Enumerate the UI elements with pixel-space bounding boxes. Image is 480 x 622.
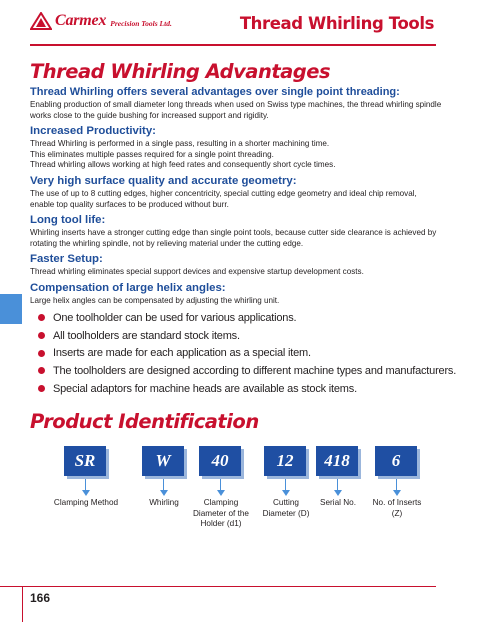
side-index-tab <box>0 294 22 324</box>
code-box <box>199 446 241 476</box>
advantage-heading-tool-life: Long tool life: <box>30 214 106 227</box>
code-box <box>316 446 358 476</box>
code-box <box>142 446 184 476</box>
advantage-text-line: This eliminates multiple passes required for a single point threading. <box>30 149 274 159</box>
code-box <box>64 446 106 476</box>
product-code-part <box>51 446 121 509</box>
feature-bullet-list <box>38 309 478 397</box>
code-label: Clamping Method <box>53 498 119 507</box>
advantage-text-line: Whirling inserts have a stronger cutting edge than single point tools, because cutter side clearance is achieved by rotating the whirling spindle, not by relieving material under the cutting edge. <box>30 228 437 248</box>
advantages-lead: Thread Whirling offers several advantages over single point threading: <box>30 86 400 98</box>
advantage-text-line: Thread Whirling is performed in a single pass, resulting in a shorter machining time. <box>30 139 330 149</box>
down-arrow-icon <box>51 476 121 498</box>
list-item <box>38 362 478 380</box>
product-code-part <box>362 446 432 519</box>
code-value: 12 <box>276 451 294 470</box>
bullet-dot-icon <box>38 314 45 321</box>
code-box <box>375 446 417 476</box>
footer-margin-line <box>22 586 23 622</box>
product-identification-title: Product Identification <box>30 410 259 433</box>
advantage-heading-helix: Compensation of large helix angles: <box>30 281 226 294</box>
advantage-heading-surface-quality: Very high surface quality and accurate geometry: <box>30 174 297 187</box>
brand-name: Carmex <box>55 12 107 29</box>
advantage-text-line: Thread whirling allows working at high feed rates and consequently short cycle times. <box>30 160 336 170</box>
code-label: Cutting Diameter (D) <box>262 498 310 518</box>
advantage-text-line: Large helix angles can be compensated by adjusting the whirling unit. <box>30 295 280 305</box>
advantages-section <box>30 86 442 307</box>
advantage-heading-setup: Faster Setup: <box>30 253 103 266</box>
down-arrow-icon <box>186 476 256 498</box>
bullet-text: One toolholder can be used for various applications. <box>53 311 297 324</box>
code-value: 6 <box>391 451 401 470</box>
code-value: W <box>155 451 171 470</box>
brand-subtitle: Precision Tools Ltd. <box>110 18 172 28</box>
section-title: Thread Whirling Tools <box>239 14 434 33</box>
list-item <box>38 327 478 345</box>
advantage-heading-productivity: Increased Productivity: <box>30 125 156 138</box>
page-header <box>0 0 480 50</box>
header-divider <box>30 44 436 46</box>
code-label: Serial No. <box>320 498 356 507</box>
list-item <box>38 380 478 398</box>
bullet-text: Special adaptors for machine heads are available as stock items. <box>53 382 357 395</box>
page-title: Thread Whirling Advantages <box>30 60 331 83</box>
bullet-text: All toolholders are standard stock items. <box>53 329 240 342</box>
list-item <box>38 309 478 327</box>
advantages-lead-text: Enabling production of small diameter long threads when used on Swiss type machines, the thread whirling spindle works close to the guide bushing for increased support and rigidity. <box>30 100 442 120</box>
carmex-emblem-icon <box>30 12 52 30</box>
bullet-dot-icon <box>38 332 45 339</box>
code-box <box>264 446 306 476</box>
code-value: SR <box>74 451 96 470</box>
carmex-logo <box>30 12 172 30</box>
bullet-text: Inserts are made for each application as a special item. <box>53 347 311 360</box>
bullet-dot-icon <box>38 367 45 374</box>
code-value: 418 <box>324 451 350 470</box>
page-number: 166 <box>30 591 51 605</box>
bullet-dot-icon <box>38 350 45 357</box>
code-value: 40 <box>211 451 229 470</box>
down-arrow-icon <box>362 476 432 498</box>
code-label: Whirling <box>149 498 179 507</box>
bullet-text: The toolholders are designed according to different machine types and manufacturers. <box>53 364 457 377</box>
footer-divider <box>0 586 436 587</box>
code-label: Clamping Diameter of the Holder (d1) <box>193 498 249 528</box>
code-label: No. of Inserts (Z) <box>372 498 422 518</box>
bullet-dot-icon <box>38 385 45 392</box>
advantage-text-line: The use of up to 8 cutting edges, higher concentricity, special cutting edge geometry and ideal chip removal, enable top quality surfaces to be produced without burr. <box>30 188 417 209</box>
list-item <box>38 344 478 362</box>
advantage-text-line: Thread whirling eliminates special support devices and expensive startup development costs. <box>30 267 364 277</box>
product-code-part <box>186 446 256 530</box>
